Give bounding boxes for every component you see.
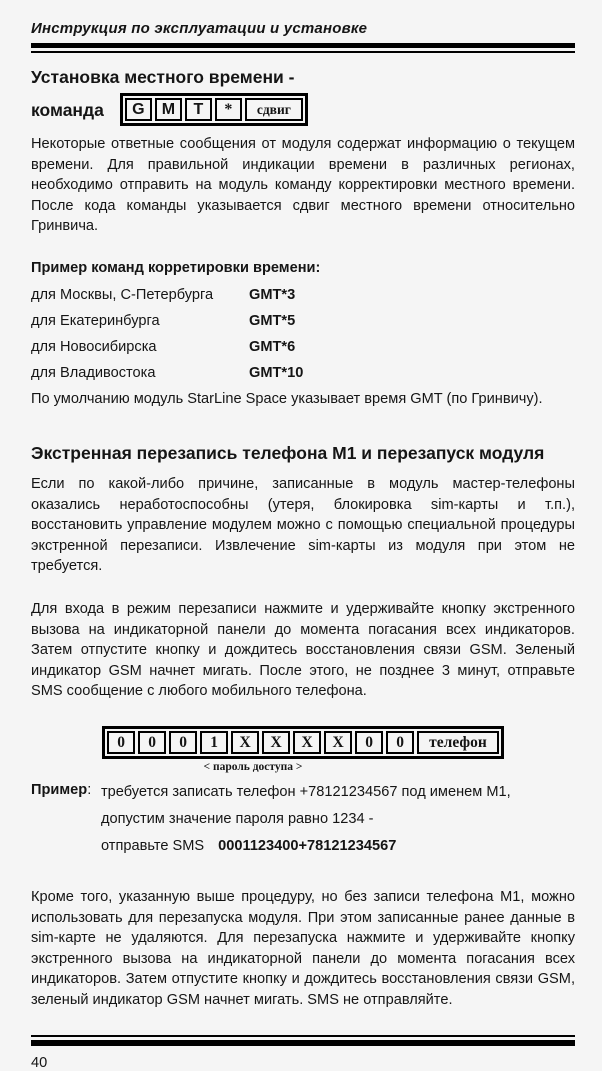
rule-thin [31,1035,575,1037]
header-double-rule [31,43,575,53]
rewrite-paragraph-2: Для входа в режим перезаписи нажмите и удерживайте кнопку экстренного вызова на индикаторной панели до момента погасания всех индикаторов. Затем отпустите кнопку и дождитесь восстановления связи GSM. Зеленый индикатор GSM начнет мигать. После этого, не позднее 3 минут, отправьте SMS сообщение с любого мобильного телефона. [31,601,575,700]
city-label: для Владивостока [31,365,156,382]
example-line-3-prefix: отправьте SMS [101,838,205,855]
sms-command-block [31,726,575,773]
example-label [31,782,101,863]
sms-cell-4: X [231,731,259,754]
sms-cell-5: X [262,731,290,754]
password-access-label: < пароль доступа > [203,761,303,774]
time-intro-paragraph: Некоторые ответные сообщения от модуля содержат информацию о текущем времени. Для правильной индикации времени в различных регионах, необходимо отправить на модуль команду корректировки местного времени. После кода команды указывается сдвиг местного времени относительно Гринвича. [31,136,575,234]
gmt-command-value: GMT*3 [249,287,296,304]
gmt-cell-shift: сдвиг [245,98,303,121]
example-line-2: допустим значение пароля равно 1234 - [101,811,374,828]
gmt-default-note: По умолчанию модуль StarLine Space указывает время GMT (по Гринвичу). [31,391,543,408]
gmt-command-box [120,93,308,126]
table-row [31,311,575,331]
gmt-command-value: GMT*6 [249,339,296,356]
footer-double-rule [31,1035,575,1046]
rewrite-paragraph-3: Кроме того, указанную выше процедуру, но без записи телефона М1, можно использовать для перезапуска модуля. При этом записанные ранее данные в sim-карте не удаляются. Для перезапуска нажмите и удерживайте кнопку экстренного вызова на индикаторной панели до момента погасания всех индикаторов. Затем отпустите кнопку и дождитесь восстановления связи GSM, зеленый индикатор GSM начнет мигать. SMS не отправляйте. [31,889,575,1008]
command-word: команда [31,99,104,120]
sms-cell-1: 0 [138,731,166,754]
example-line-3 [101,836,511,856]
gmt-cell-g: G [125,98,152,121]
sms-example-block [31,782,575,863]
sms-cell-6: X [293,731,321,754]
example-lines [101,782,511,863]
gmt-command-value: GMT*10 [249,365,304,382]
city-label: для Екатеринбурга [31,313,160,330]
table-row [31,363,575,383]
section-title-time-line2 [31,93,575,126]
page-number: 40 [31,1054,48,1071]
sms-cell-phone: телефон [417,731,499,754]
example-colon: : [87,782,92,799]
table-row [31,285,575,305]
gmt-examples-table [31,279,575,383]
section-title-rewrite: Экстренная перезапись телефона М1 и перезапуск модуля [31,443,545,464]
gmt-cell-t: T [185,98,212,121]
rule-thick [31,1040,575,1046]
example-sms-value: 0001123400+78121234567 [218,838,397,855]
rule-thick [31,43,575,48]
sms-command-box [102,726,504,759]
section-title-time [31,66,575,126]
example-line-1: требуется записать телефон +78121234567 под именем М1, [101,784,511,801]
gmt-cell-m: M [155,98,182,121]
section-title-time-line1: Установка местного времени - [31,67,295,87]
sms-cell-2: 0 [169,731,197,754]
city-label: для Новосибирска [31,339,157,356]
rule-thin [31,51,575,53]
city-label: для Москвы, С-Петербурга [31,287,214,304]
rewrite-paragraph-1: Если по какой-либо причине, записанные в модуль мастер-телефоны оказались неработоспособны (утеря, блокировка sim-карты и т.п.), восстановить управление модулем можно с помощью специальной процедуры экстренной перезаписи. Извлечение sim-карты из модуля при этом не требуется. [31,476,575,575]
sms-cell-8: 0 [355,731,383,754]
example-word: Пример [31,782,88,799]
gmt-command-value: GMT*5 [249,313,296,330]
document-header: Инструкция по эксплуатации и установке [31,20,368,37]
table-row [31,337,575,357]
sms-cell-3: 1 [200,731,228,754]
sms-cell-7: X [324,731,352,754]
gmt-cell-asterisk: * [215,98,242,121]
sms-cell-9: 0 [386,731,414,754]
sms-cell-0: 0 [107,731,135,754]
gmt-examples-heading: Пример команд корретировки времени: [31,260,321,277]
